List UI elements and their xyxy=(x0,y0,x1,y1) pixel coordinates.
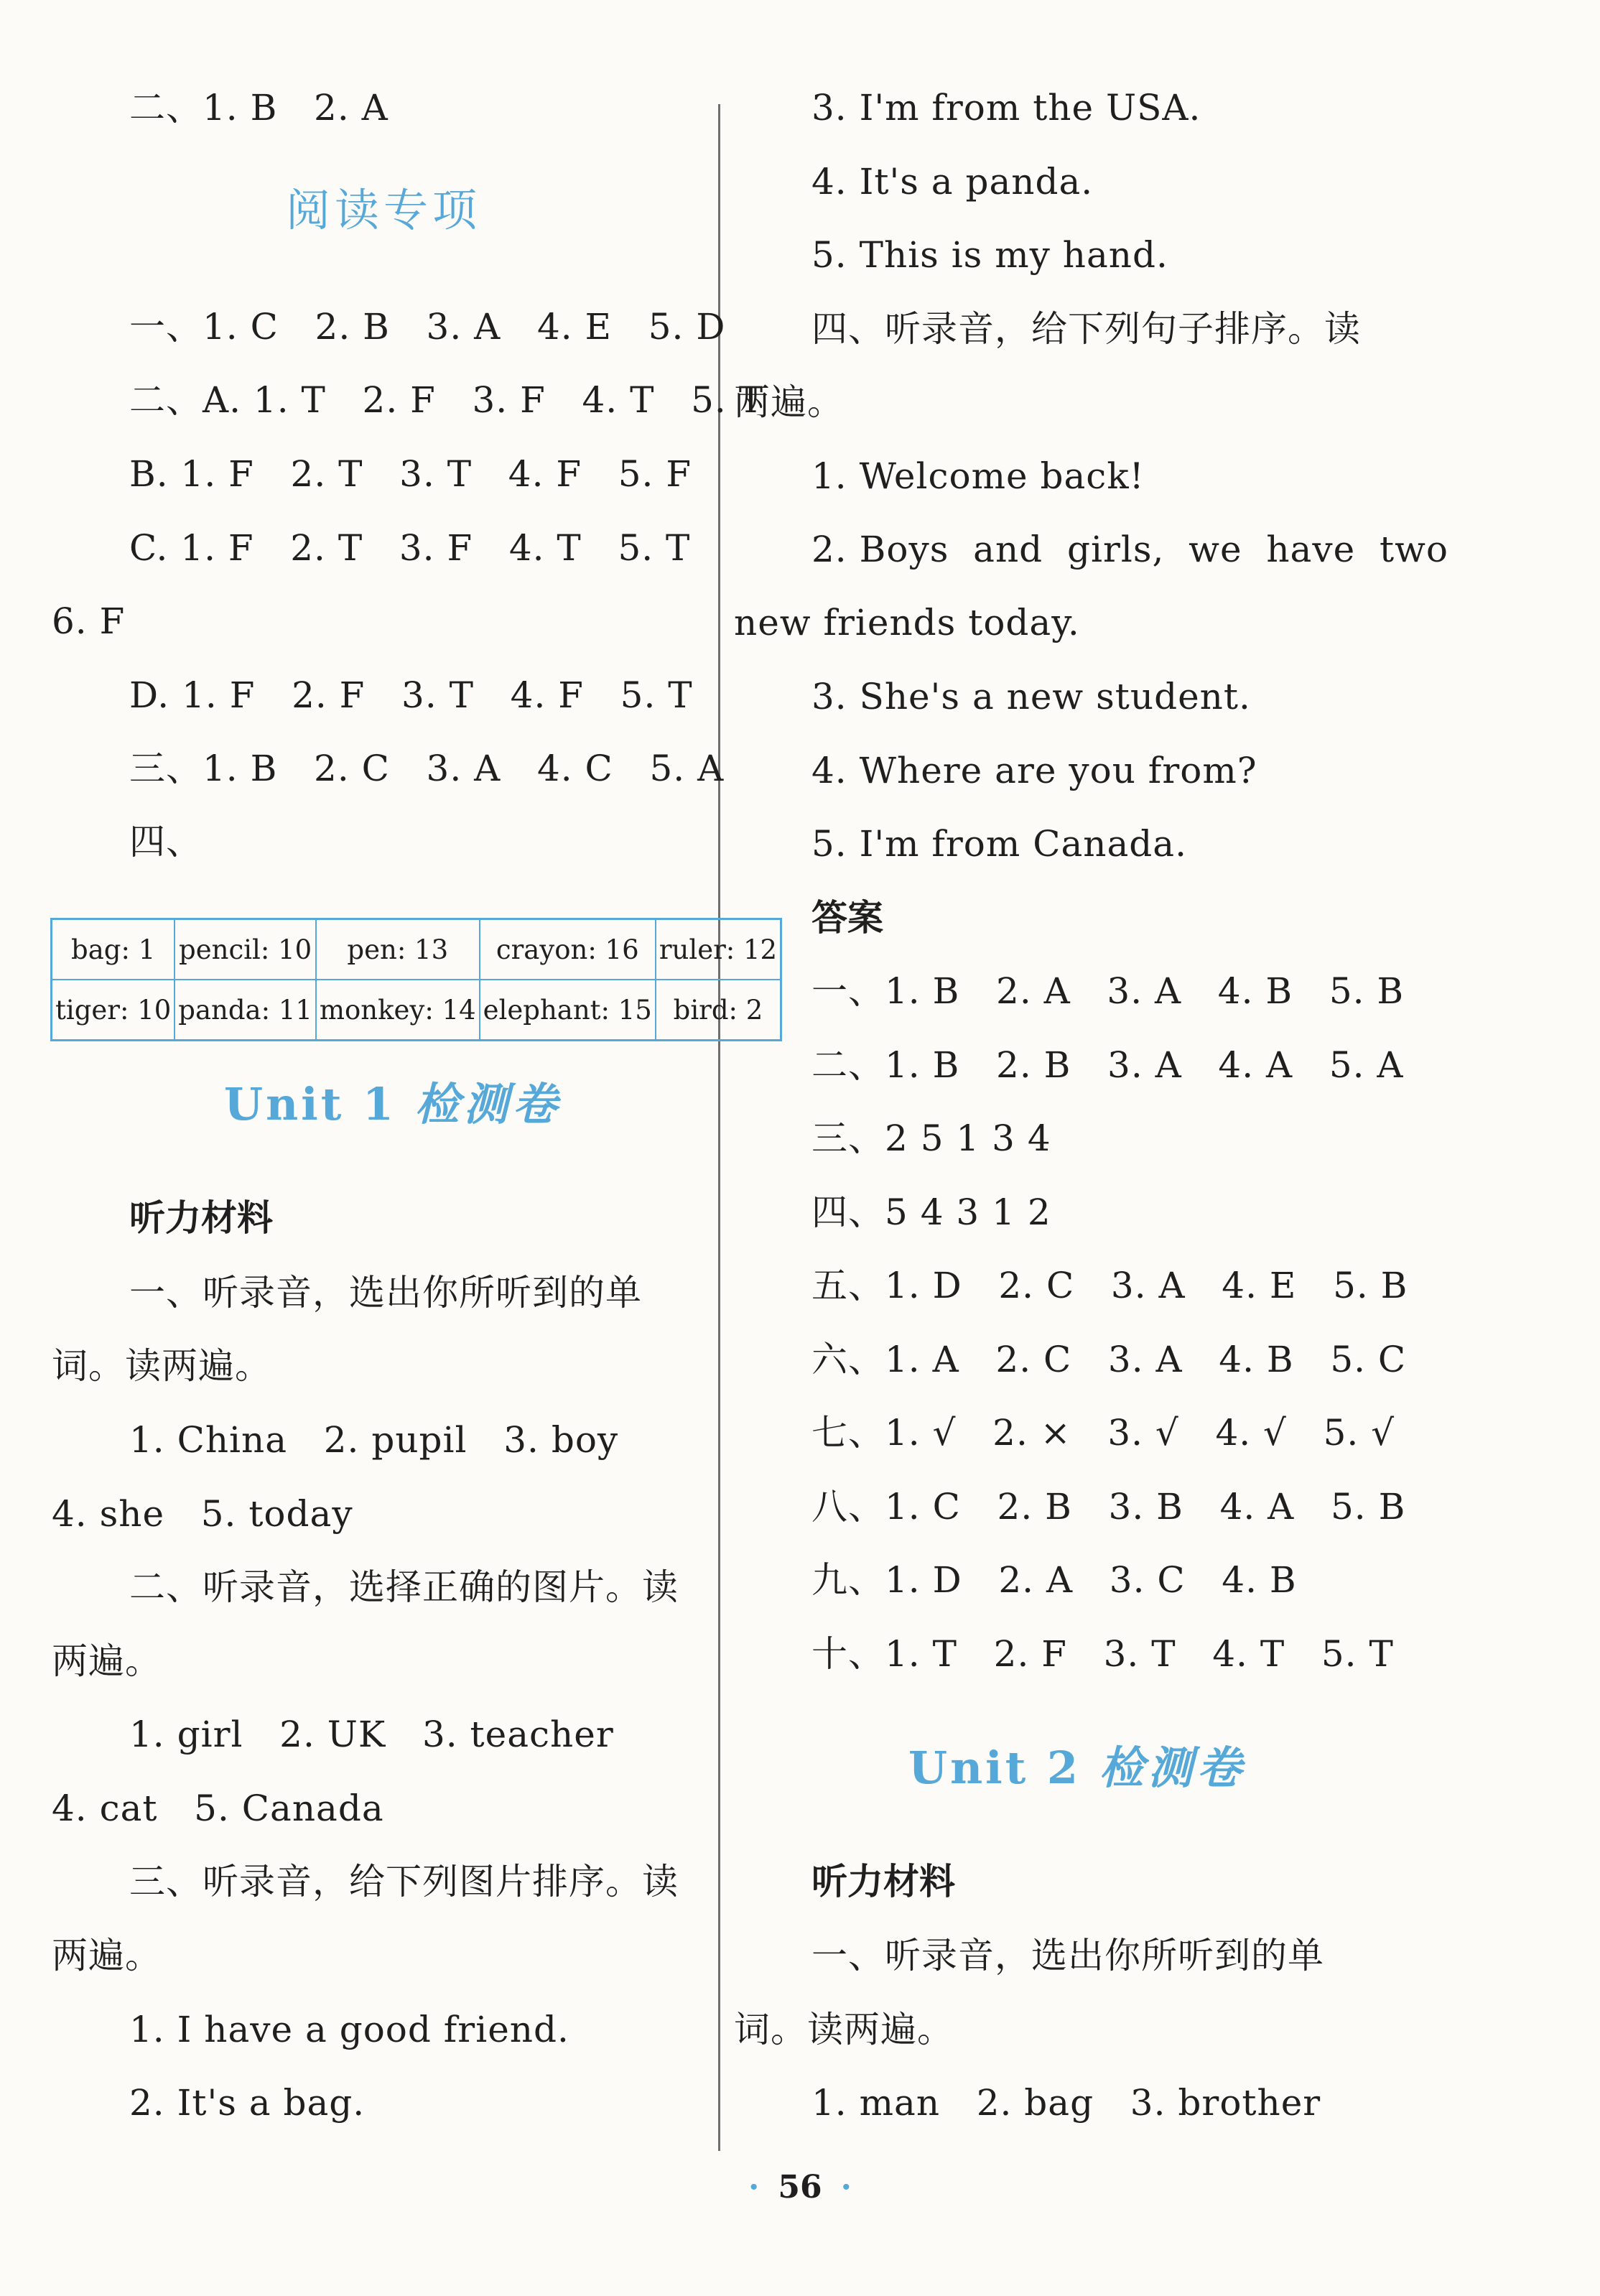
section-subheading: 答案 xyxy=(811,897,883,939)
text-line: 四、5 4 3 1 2 xyxy=(811,1191,1051,1233)
text-line: 二、听录音，选择正确的图片。读 xyxy=(129,1566,679,1608)
table-cell: pencil: 10 xyxy=(175,919,316,980)
text-line: B. 1. F 2. T 3. T 4. F 5. F xyxy=(129,453,692,495)
table-row xyxy=(52,980,781,1041)
text-line: 2. Boys and girls, we have two xyxy=(811,529,1448,570)
text-line: 4. It's a panda. xyxy=(811,161,1094,203)
section-heading: 阅读专项 xyxy=(286,184,482,236)
unit-heading-en: Unit 1 xyxy=(224,1078,397,1130)
text-line: 五、1. D 2. C 3. A 4. E 5. B xyxy=(811,1265,1408,1306)
text-line: 三、听录音，给下列图片排序。读 xyxy=(129,1861,679,1902)
table-cell: monkey: 14 xyxy=(316,980,480,1041)
text-line: 一、1. C 2. B 3. A 4. E 5. D xyxy=(129,306,726,348)
table-cell: tiger: 10 xyxy=(52,980,175,1041)
text-line: 三、1. B 2. C 3. A 4. C 5. A xyxy=(129,748,725,789)
table-cell: bird: 2 xyxy=(656,980,781,1041)
text-line: 四、 xyxy=(129,821,203,863)
unit-heading-en: Unit 2 xyxy=(908,1742,1082,1794)
text-line: 八、1. C 2. B 3. B 4. A 5. B xyxy=(811,1486,1406,1528)
text-line: 词。读两遍。 xyxy=(52,1345,271,1387)
text-line: 十、1. T 2. F 3. T 4. T 5. T xyxy=(811,1633,1394,1675)
text-line: 两遍。 xyxy=(734,381,844,423)
text-line: 二、A. 1. T 2. F 3. F 4. T 5. T xyxy=(129,379,764,421)
table-cell: pen: 13 xyxy=(316,919,480,980)
text-line: 3. I'm from the USA. xyxy=(811,87,1201,129)
table-cell: ruler: 12 xyxy=(656,919,781,980)
text-line: 三、2 5 1 3 4 xyxy=(811,1117,1051,1159)
table-cell: bag: 1 xyxy=(52,919,175,980)
vocab-table xyxy=(50,918,782,1041)
text-line: 词。读两遍。 xyxy=(734,2009,954,2050)
text-line: 1. girl 2. UK 3. teacher xyxy=(129,1714,614,1755)
page-number: · 56 · xyxy=(748,2169,852,2206)
text-line: 七、1. √ 2. × 3. √ 4. √ 5. √ xyxy=(811,1412,1395,1454)
table-cell: elephant: 15 xyxy=(480,980,656,1041)
text-line: 四、听录音，给下列句子排序。读 xyxy=(811,308,1361,350)
text-line: 1. China 2. pupil 3. boy xyxy=(129,1419,619,1461)
text-line: 5. I'm from Canada. xyxy=(811,823,1188,865)
text-line: 两遍。 xyxy=(52,1935,162,1976)
text-line: 1. I have a good friend. xyxy=(129,2009,569,2050)
unit-heading-cn: 检测卷 xyxy=(1099,1742,1246,1794)
text-line: 两遍。 xyxy=(52,1640,162,1682)
table-cell: crayon: 16 xyxy=(480,919,656,980)
text-line: D. 1. F 2. F 3. T 4. F 5. T xyxy=(129,674,693,716)
text-line: 4. she 5. today xyxy=(52,1493,353,1535)
unit-heading xyxy=(908,1743,1246,1793)
text-line: 3. She's a new student. xyxy=(811,676,1251,717)
unit-heading-cn: 检测卷 xyxy=(414,1078,562,1130)
text-line: 2. It's a bag. xyxy=(129,2082,366,2124)
text-line: 二、1. B 2. B 3. A 4. A 5. A xyxy=(811,1044,1404,1086)
unit-heading xyxy=(224,1079,562,1130)
text-line: 一、听录音，选出你所听到的单 xyxy=(129,1272,642,1314)
text-line: 1. Welcome back! xyxy=(811,455,1145,497)
section-subheading: 听力材料 xyxy=(811,1861,955,1902)
text-line: 九、1. D 2. A 3. C 4. B xyxy=(811,1559,1297,1601)
text-line: C. 1. F 2. T 3. F 4. T 5. T xyxy=(129,527,691,569)
text-line: 1. man 2. bag 3. brother xyxy=(811,2082,1321,2124)
text-line: 一、听录音，选出你所听到的单 xyxy=(811,1935,1324,1976)
text-line: 一、1. B 2. A 3. A 4. B 5. B xyxy=(811,970,1405,1012)
text-line: new friends today. xyxy=(734,602,1080,643)
text-line: 六、1. A 2. C 3. A 4. B 5. C xyxy=(811,1339,1407,1380)
text-line: 4. cat 5. Canada xyxy=(52,1788,384,1829)
text-line: 二、1. B 2. A xyxy=(129,87,389,129)
text-line: 4. Where are you from? xyxy=(811,750,1257,791)
section-subheading: 听力材料 xyxy=(129,1197,273,1239)
table-row xyxy=(52,919,781,980)
text-line: 6. F xyxy=(52,600,126,642)
table-cell: panda: 11 xyxy=(175,980,316,1041)
text-line: 5. This is my hand. xyxy=(811,234,1168,276)
